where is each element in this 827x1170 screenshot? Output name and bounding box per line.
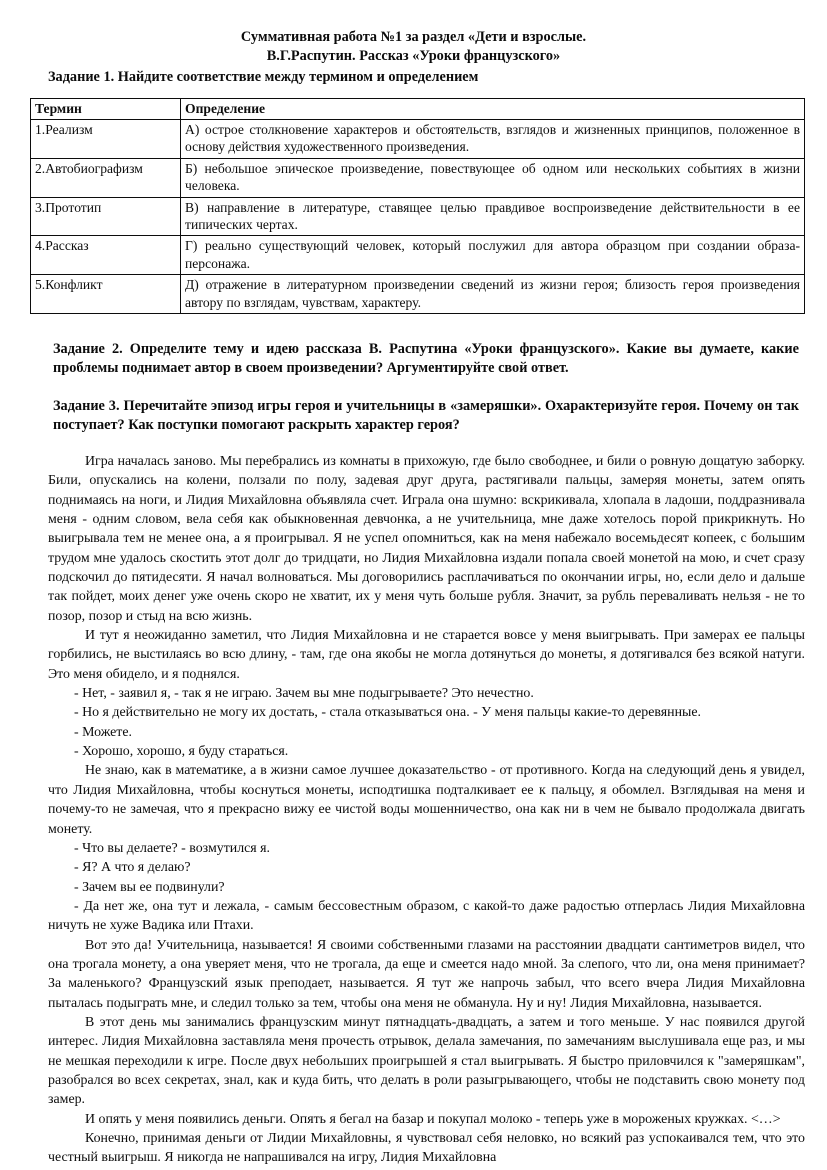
task1-heading: Задание 1. Найдите соответствие между термином и определением [48,69,479,85]
term-cell: 4.Рассказ [31,236,181,275]
passage-paragraph: Игра началась заново. Мы перебрались из комнаты в прихожую, где было свободнее, и били о ровную дощатую заборку. Били, опускались на колени, ползали по полу, задевая друг друга, растягивали пальцы, замеряя монеты, затем опять поднимаясь на ноги, и Лидия Михайловна объявляла счет. Играла она шумно: вскрикивала, хлопала в ладоши, поддразнивала меня - одним словом, вела себя как обыкновенная девчонка, а не учительница, мне даже хотелось порой прикрикнуть. Но выигрывала тем не менее она, а я проигрывал. Я не успел опомниться, как на меня набежало восемьдесят копеек, с большим трудом мне удалось скостить этот долг до тридцати, но Лидия Михайловна издали попала своей монетой на мою, и счет сразу подскочил до пятидесяти. Я начал волноваться. Мы договорились расплачиваться по окончании игры, но, если дело и дальше так пойдет, моих денег уже очень скоро не хватит, их у меня чуть больше рубля. Значит, за рубль переваливать нельзя - не то позор, позор и стыд на всю жизнь. [48,453,805,624]
passage-text [0,435,827,1168]
matching-table-body [31,119,805,313]
definition-cell: В) направление в литературе, ставящее целью правдивое воспроизведение действительности в ее типических чертах. [181,197,805,236]
term-cell: 2.Автобиографизм [31,158,181,197]
table-row [31,119,805,158]
passage-paragraph: Вот это да! Учительница, называется! Я своими собственными глазами на расстоянии двадцати сантиметров видел, что она трогала монету, а она уверяет меня, что не трогала, да еще и смеется надо мной. За слепого, что ли, она меня принимает? За маленького? Французский язык преподает, называется. Я тут же напрочь забыл, что всего вчера Лидия Михайловна пыталась подыграть мне, и следил только за тем, чтобы она меня не обманула. Ну и ну! Лидия Михайловна, называется. [48,937,805,1011]
column-header-definition: Определение [181,98,805,119]
task2-heading: Задание 2. Определите тему и идею рассказа В. Распутина «Уроки французского». Какие вы думаете, какие проблемы поднимает автор в своем произведении? Аргументируйте свой ответ. [53,340,799,376]
passage-paragraph: - Зачем вы ее подвинули? [74,879,225,895]
passage-paragraph: - Хорошо, хорошо, я буду стараться. [74,744,289,760]
document-title-line-1: Суммативная работа №1 за раздел «Дети и взрослые. [240,29,587,45]
definition-cell: Г) реально существующий человек, который послужил для автора образцом при создании образа-персонажа. [181,236,805,275]
term-cell: 5.Конфликт [31,275,181,314]
table-row [31,275,805,314]
table-row [31,197,805,236]
table-row [31,236,805,275]
passage-paragraph: - Но я действительно не могу их достать, - стала отказываться она. - У меня пальцы какие-то деревянные. [74,705,701,721]
definition-cell: Д) отражение в литературном произведении сведений из жизни героя; близость героя произведения автору по взглядам, чувствам, характеру. [181,275,805,314]
passage-paragraph: В этот день мы занимались французским минут пятнадцать-двадцать, а затем и того меньше. У нас появился другой интерес. Лидия Михайловна заставляла меня прочесть отрывок, делала замечания, по замечаниям выслушивала еще раз, и мы не мешкая переходили к игре. После двух небольших проигрышей я стал выигрывать. Я быстро приловчился к "замеряшкам", разобрался во всех секретах, знал, как и куда бить, что делать в роли разыгрывающего, чтобы не подставить свою монету под замер. [48,1014,805,1108]
definition-cell: А) острое столкновение характеров и обстоятельств, взглядов и жизненных принципов, положенное в основу действия художественного произведения. [181,119,805,158]
table-row [31,158,805,197]
term-cell: 3.Прототип [31,197,181,236]
passage-paragraph: Не знаю, как в математике, а в жизни самое лучшее доказательство - от противного. Когда на следующий день я увидел, что Лидия Михайловна, чтобы коснуться монеты, исподтишка подталкивает ее к пальцу, я обомлел. Взглядывая на меня и почему-то не замечая, что я прекрасно вижу ее чистой воды мошенничество, она как ни в чем не бывало продолжала двигать монету. [48,763,805,837]
term-cell: 1.Реализм [31,119,181,158]
definition-cell: Б) небольшое эпическое произведение, повествующее об одном или нескольких событиях в жизни человека. [181,158,805,197]
passage-paragraph: - Я? А что я делаю? [74,860,191,876]
passage-paragraph: И тут я неожиданно заметил, что Лидия Михайловна и не старается вовсе у меня выигрывать. При замерах ее пальцы горбились, не выстилаясь во всю длину, - там, где она якобы не могла дотянуться до монеты, я дотягивался без всякой натуги. Это меня обидело, и я поднялся. [48,628,805,682]
passage-paragraph: - Можете. [74,724,132,740]
column-header-term: Термин [31,98,181,119]
table-header-row [31,98,805,119]
task3-heading: Задание 3. Перечитайте эпизод игры героя и учительницы в «замеряшки». Охарактеризуйте героя. Почему он так поступает? Как поступки помогают раскрыть характер героя? [53,397,799,433]
passage-paragraph: - Да нет же, она тут и лежала, - самым бессовестным образом, с какой-то даже радостью отперлась Лидия Михайловна ничуть не хуже Вадика или Птахи. [48,898,805,934]
document-title-line-2: В.Г.Распутин. Рассказ «Уроки французского» [266,47,561,64]
matching-table [30,98,805,314]
passage-paragraph: И опять у меня появились деньги. Опять я бегал на базар и покупал молоко - теперь уже в мороженых кружках. <…> [85,1111,781,1127]
passage-paragraph: - Нет, - заявил я, - так я не играю. Зачем вы мне подыгрываете? Это нечестно. [74,686,534,702]
document-title [0,0,827,65]
passage-paragraph: Конечно, принимая деньги от Лидии Михайловны, я чувствовал себя неловко, но всякий раз успокаивался тем, что это честный выигрыш. Я никогда не напрашивался на игру, Лидия Михайловна [48,1131,805,1166]
passage-paragraph: - Что вы делаете? - возмутился я. [74,840,271,856]
